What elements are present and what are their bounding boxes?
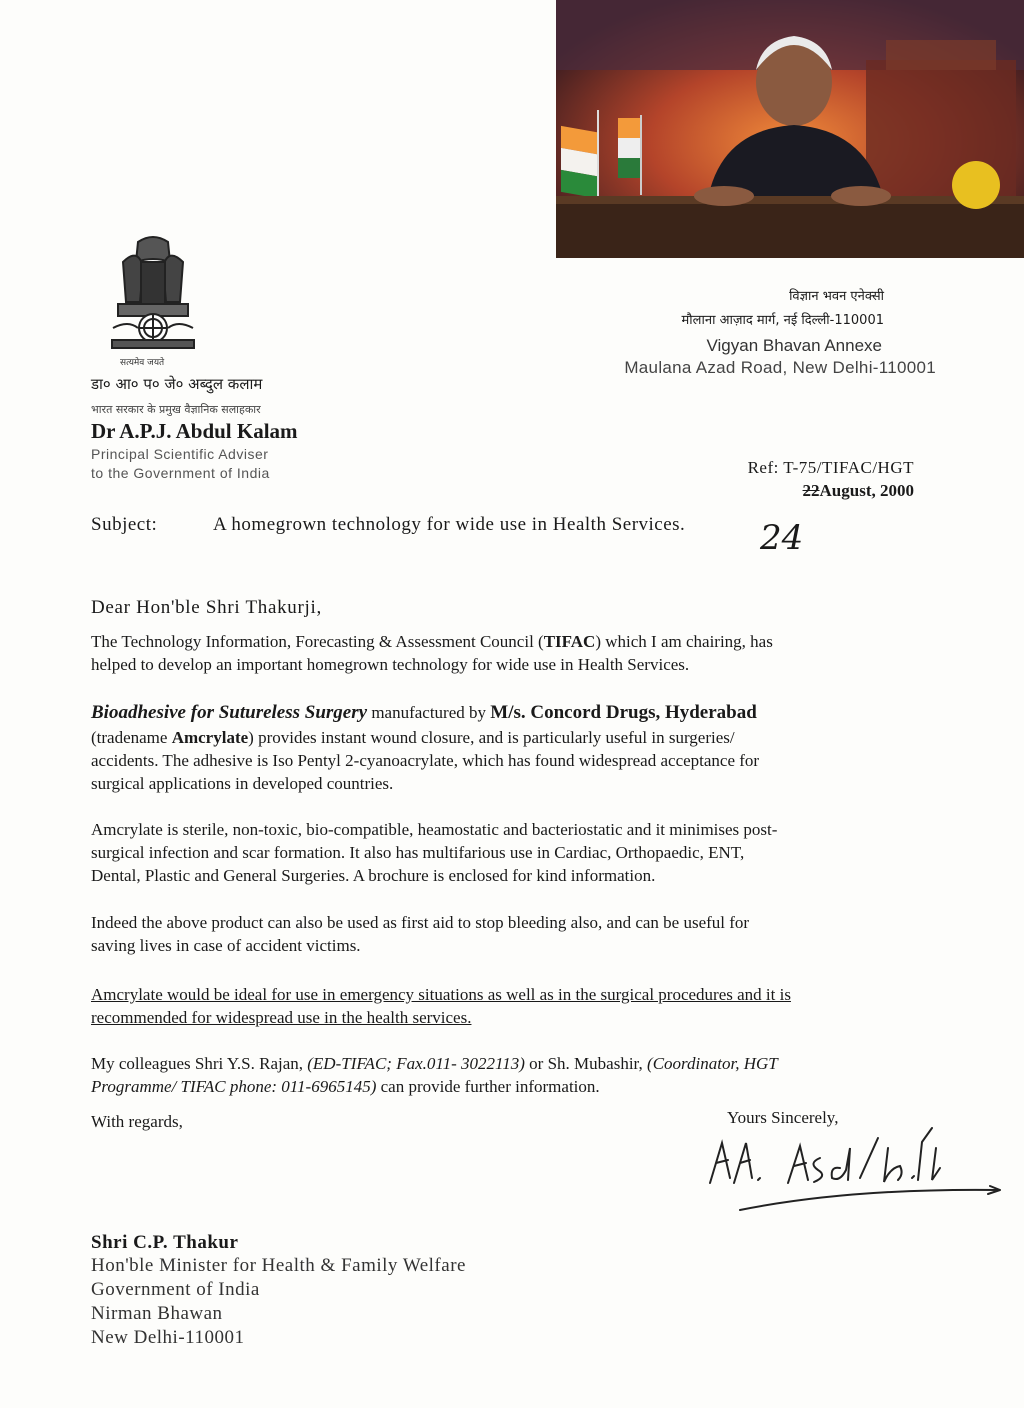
contact-italic: (Coordinator, HGT (647, 1054, 778, 1073)
handwritten-day: 24 (760, 518, 804, 558)
recipient-name: Shri C.P. Thakur (91, 1232, 239, 1253)
text-span: ) which I am chairing, has (595, 632, 773, 651)
hindi-name: डा० आ० प० जे० अब्दुल कलाम (91, 375, 263, 393)
paragraph-4-line2: saving lives in case of accident victims. (91, 936, 361, 955)
recipient-line4: New Delhi-110001 (91, 1327, 245, 1348)
text-span: (tradename (91, 728, 172, 747)
sender-title-line1: Principal Scientific Adviser (91, 446, 269, 462)
product-name: Bioadhesive for Sutureless Surgery (91, 702, 368, 723)
text-span: ) provides instant wound closure, and is particularly useful in surgeries/ (248, 728, 735, 747)
tifac-bold: TIFAC (543, 632, 596, 651)
portrait-photo (556, 0, 1024, 258)
paragraph-5-line1: Amcrylate would be ideal for use in emergency situations as well as in the surgical procedures and it is (91, 985, 791, 1004)
text-span: manufactured by (367, 703, 491, 722)
paragraph-6-line2 (91, 1075, 921, 1098)
address-line2: Maulana Azad Road, New Delhi-110001 (624, 358, 936, 377)
paragraph-3-line2: surgical infection and scar formation. It also has multifarious use in Cardiac, Orthopaedic, ENT, (91, 843, 745, 862)
paragraph-3-line1: Amcrylate is sterile, non-toxic, bio-compatible, heamostatic and bacteriostatic and it minimises post- (91, 820, 778, 839)
text-span: The Technology Information, Forecasting & Assessment Council ( (91, 632, 544, 651)
recipient-line3: Nirman Bhawan (91, 1303, 223, 1324)
paragraph-2-line2 (91, 726, 921, 749)
sender-title-line2: to the Government of India (91, 465, 270, 481)
text-span: My colleagues Shri Y.S. Rajan, (91, 1054, 308, 1073)
closing-regards: With regards, (91, 1112, 183, 1131)
paragraph-5-line2: recommended for widespread use in the health services. (91, 1008, 472, 1027)
emblem-motto: सत्यमेव जयते (120, 358, 165, 368)
salutation: Dear Hon'ble Shri Thakurji, (91, 597, 322, 618)
paragraph-2-line1 (91, 701, 921, 724)
recipient-line1: Hon'ble Minister for Health & Family Welfare (91, 1255, 466, 1276)
struck-day: 22 (802, 481, 820, 500)
reference-number: Ref: T-75/TIFAC/HGT (747, 458, 914, 477)
national-emblem (108, 232, 198, 362)
text-span: can provide further information. (376, 1077, 600, 1096)
contact-italic: Programme/ TIFAC phone: 011-6965145) (91, 1077, 377, 1096)
address-line1: Vigyan Bhavan Annexe (706, 336, 882, 355)
paragraph-6-line1 (91, 1052, 921, 1075)
letter-date (700, 481, 914, 501)
recipient-line2: Government of India (91, 1279, 260, 1300)
text-span: or Sh. Mubashir, (524, 1054, 648, 1073)
hindi-address-line2: मौलाना आज़ाद मार्ग, नई दिल्ली-110001 (681, 313, 884, 328)
contact-italic: (ED-TIFAC; Fax.011- 3022113) (307, 1054, 525, 1073)
tradename: Amcrylate (171, 728, 249, 747)
date-rest: August, 2000 (819, 481, 914, 500)
subject-text: A homegrown technology for wide use in Health Services. (213, 514, 686, 535)
paragraph-1-line1 (91, 630, 921, 653)
hindi-address-line1: विज्ञान भवन एनेक्सी (789, 289, 884, 304)
paragraph-2-line4: surgical applications in developed countries. (91, 774, 394, 793)
paragraph-2-line3: accidents. The adhesive is Iso Pentyl 2-cyanoacrylate, which has found widespread acceptance for (91, 751, 760, 770)
closing-yours: Yours Sincerely, (727, 1108, 839, 1127)
paragraph-1-line2: helped to develop an important homegrown technology for wide use in Health Services. (91, 655, 690, 674)
paragraph-4-line1: Indeed the above product can also be used as first aid to stop bleeding also, and can be useful for (91, 913, 750, 932)
manufacturer-name: M/s. Concord Drugs, Hyderabad (490, 702, 757, 723)
subject-label: Subject: (91, 514, 158, 535)
sender-name: Dr A.P.J. Abdul Kalam (91, 419, 298, 443)
hindi-title: भारत सरकार के प्रमुख वैज्ञानिक सलाहकार (91, 403, 261, 416)
paragraph-3-line3: Dental, Plastic and General Surgeries. A brochure is enclosed for kind information. (91, 866, 656, 885)
handwritten-signature (700, 1108, 1010, 1218)
